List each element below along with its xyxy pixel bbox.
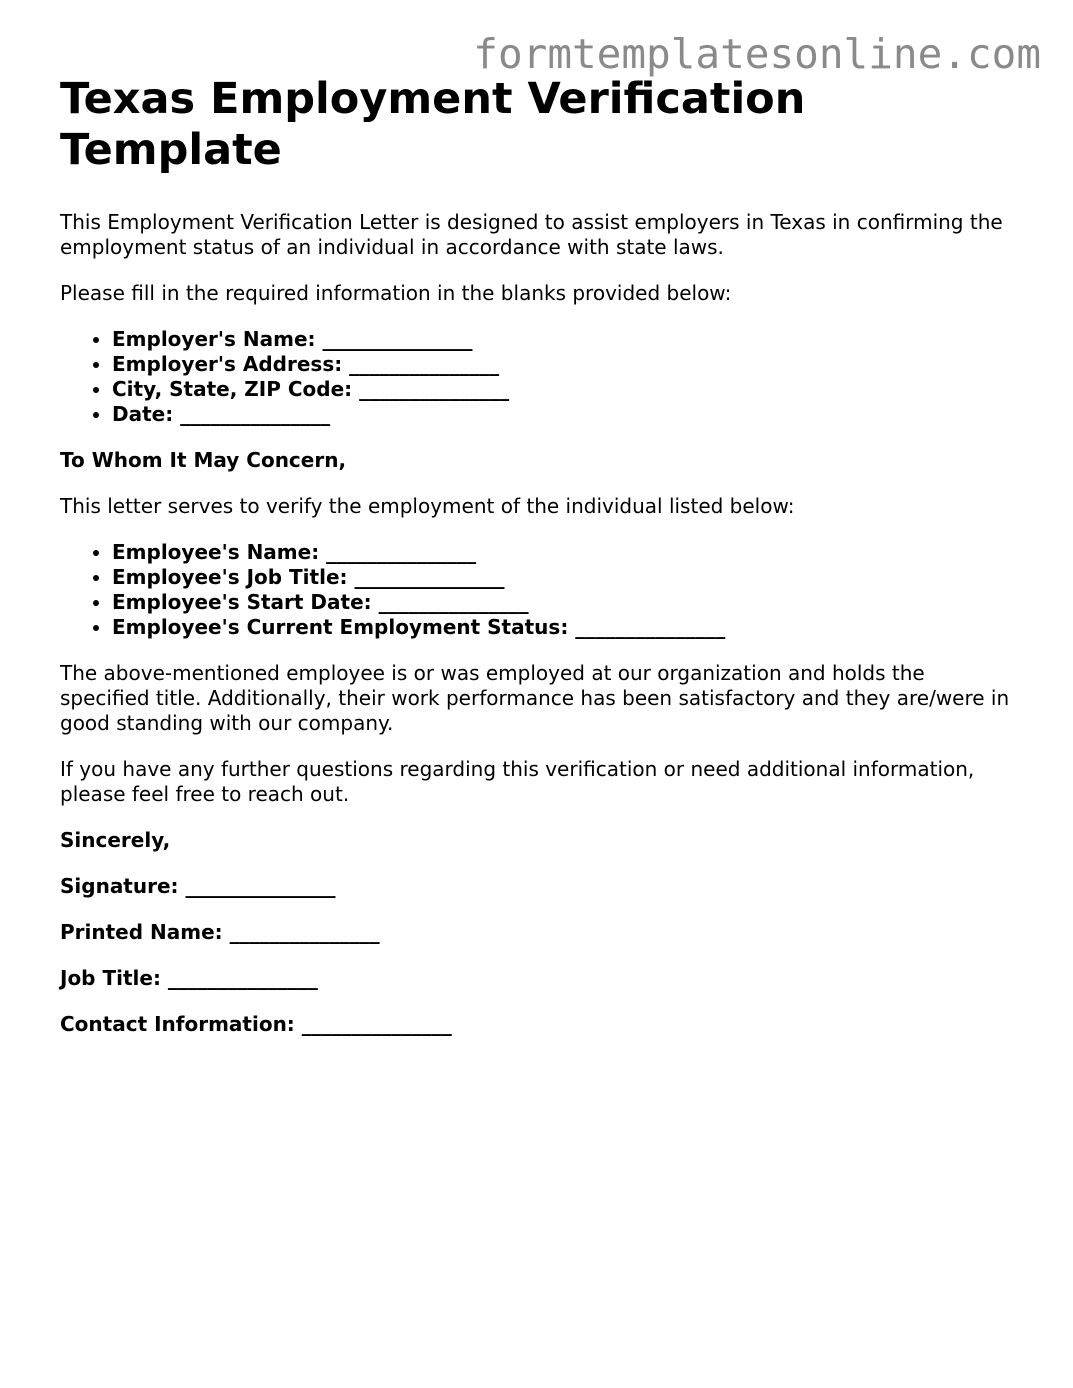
employee-start-date-field: • Employee's Start Date: _______________ [112, 590, 1020, 615]
signature-field: Signature: _______________ [60, 874, 336, 898]
verify-statement: This letter serves to verify the employment of the individual listed below: [60, 494, 795, 518]
employee-fields-list [60, 540, 1020, 640]
date-field: • Date: _______________ [112, 402, 1020, 427]
employee-name-field: • Employee's Name: _______________ [112, 540, 1020, 565]
employer-address-field: • Employer's Address: _______________ [112, 352, 1020, 377]
body-paragraph: The above-mentioned employee is or was employed at our organization and holds the specified title. Additionally, their work performance has been satisfactory and they are/were in good standing with our company. [60, 661, 1010, 735]
employer-name-field: • Employer's Name: _______________ [112, 327, 1020, 352]
employee-job-title-field: • Employee's Job Title: _______________ [112, 565, 1020, 590]
page-title: Texas Employment Verification Template [60, 74, 806, 175]
city-state-zip-field: • City, State, ZIP Code: _______________ [112, 377, 1020, 402]
printed-name-field: Printed Name: _______________ [60, 920, 380, 944]
job-title-field: Job Title: _______________ [60, 966, 318, 990]
instruction-paragraph: Please fill in the required information in the blanks provided below: [60, 281, 732, 305]
salutation: To Whom It May Concern, [60, 448, 347, 472]
watermark: formtemplatesonline.com [473, 30, 1041, 78]
contact-information-field: Contact Information: _______________ [60, 1012, 452, 1036]
intro-paragraph: This Employment Verification Letter is designed to assist employers in Texas in confirming the employment status of an individual in accordance with state laws. [60, 210, 1003, 259]
contact-paragraph: If you have any further questions regarding this verification or need additional information, please feel free to reach out. [60, 757, 975, 806]
employee-status-field: • Employee's Current Employment Status: _______________ [112, 615, 1020, 640]
document-page [60, 74, 1020, 1058]
employer-fields-list [60, 327, 1020, 427]
closing: Sincerely, [60, 828, 171, 852]
